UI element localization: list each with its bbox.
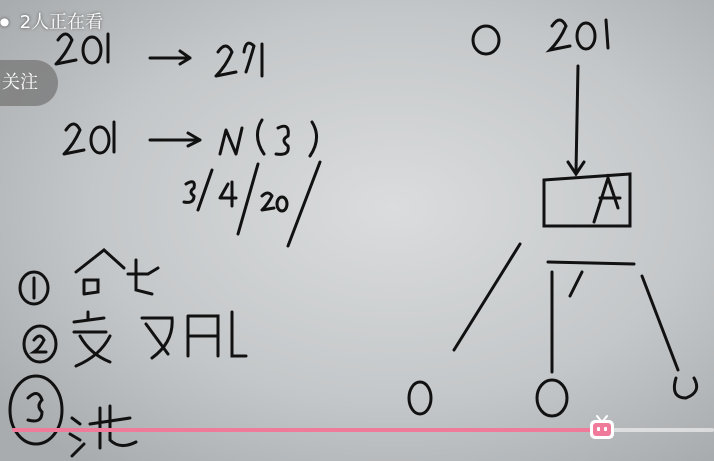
follow-button[interactable] [0, 60, 58, 106]
progress-bar[interactable] [12, 426, 714, 433]
tv-mascot-icon[interactable] [588, 413, 616, 441]
progress-fill [12, 428, 602, 432]
follow-button-label: 关注 [2, 72, 38, 93]
viewer-count-text: 2人正在看 [19, 12, 104, 33]
viewer-icon: ⏺ [0, 12, 9, 33]
viewer-count [0, 8, 103, 34]
